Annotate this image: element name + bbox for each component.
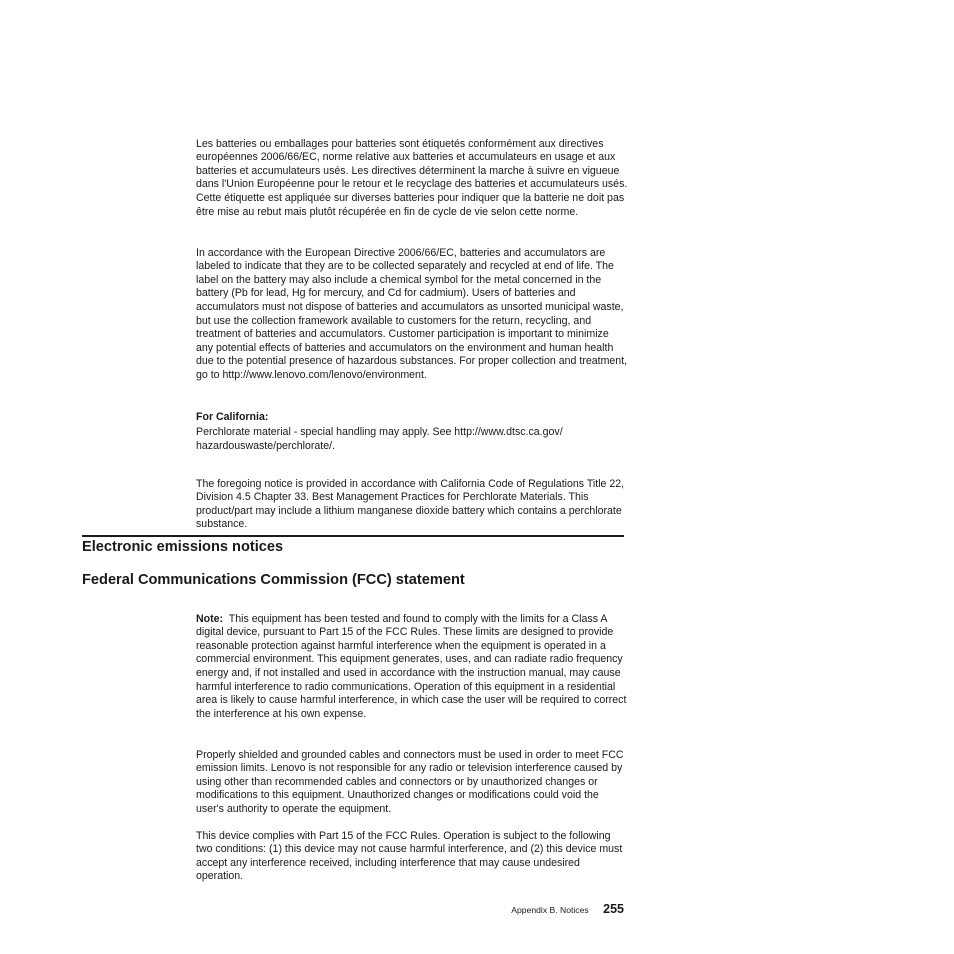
battery-french-paragraph: Les batteries ou emballages pour batteries sont étiquetés conformément aux directives européennes 2006/66/EC, norme relative aux batteries et accumulateurs en usage et aux batteries et accumulateurs usés. Les directives déterminent la marche à suivre en vigueue dans l'Union Européenne pour le retour et le recyclage des batteries et accumulateurs usés. Cette étiquette est appliquée sur diverses batteries pour indiquer que la batterie ne doit pas être mise au rebut mais plutôt récupérée en fin de cycle de vie selon cette norme. (196, 137, 628, 218)
fcc-part15-paragraph: This device complies with Part 15 of the FCC Rules. Operation is subject to the following two conditions: (1) this device may not cause harmful interference, and (2) this device must accept any interference received, including interference that may cause undesired operation. (196, 829, 623, 883)
fcc-note-paragraph (196, 613, 628, 722)
fcc-cables-paragraph: Properly shielded and grounded cables and connectors must be used in order to meet FCC emission limits. Lenovo is not responsible for any radio or television interference caused by using other than recommended cables and connectors or by unauthorized changes or modifications to this equipment. Unauthorized changes or modifications could void the user's authority to operate the equipment. (196, 748, 624, 815)
california-notice-paragraph: The foregoing notice is provided in accordance with California Code of Regulations Title 22, Division 4.5 Chapter 33. Best Management Practices for Perchlorate Materials. This product/part may include a lithium manganese dioxide battery which contains a perchlorate substance. (196, 477, 625, 531)
fcc-heading: Federal Communications Commission (FCC) statement (82, 572, 465, 588)
page-number: 255 (603, 902, 624, 916)
battery-english-paragraph: In accordance with the European Directive 2006/66/EC, batteries and accumulators are labeled to indicate that they are to be collected separately and recycled at end of life. The label on the battery may also include a chemical symbol for the metal concerned in the battery (Pb for lead, Hg for mercury, and Cd for cadmium). Users of batteries and accumulators must not dispose of batteries and accumulators as unsorted municipal waste, but use the collection framework available to customers for the return, recycling, and treatment of batteries and accumulators. Customer participation is important to minimize any potential effects of batteries and accumulators on the environment and human health due to the potential presence of hazardous substances. For proper collection and treatment, go to http://www.lenovo.com/lenovo/environment. (196, 246, 628, 381)
california-perchlorate-paragraph (196, 426, 628, 453)
page-footer (511, 900, 624, 918)
note-text: This equipment has been tested and found to comply with the limits for a Class A digital device, pursuant to Part 15 of the FCC Rules. These limits are designed to provide reasonable protection against harmful interference when the equipment is operated in a commercial environment. This equipment generates, uses, and can radiate radio frequency energy and, if not installed and used in accordance with the instruction manual, may cause harmful interference to radio communications. Operation of this equipment in a residential area is likely to cause harmful interference, in which case the user will be required to correct the interference at his own expense. (196, 612, 627, 720)
emissions-heading: Electronic emissions notices (82, 539, 284, 555)
perchlorate-line-1: Perchlorate material - special handling may apply. See http://www.dtsc.ca.gov/ (196, 426, 563, 438)
section-divider (82, 535, 624, 537)
footer-section-label: Appendix B. Notices (511, 905, 589, 915)
note-label: Note: (196, 612, 224, 625)
perchlorate-line-2: hazardouswaste/perchlorate/. (196, 439, 335, 452)
california-heading: For California: (196, 410, 269, 423)
